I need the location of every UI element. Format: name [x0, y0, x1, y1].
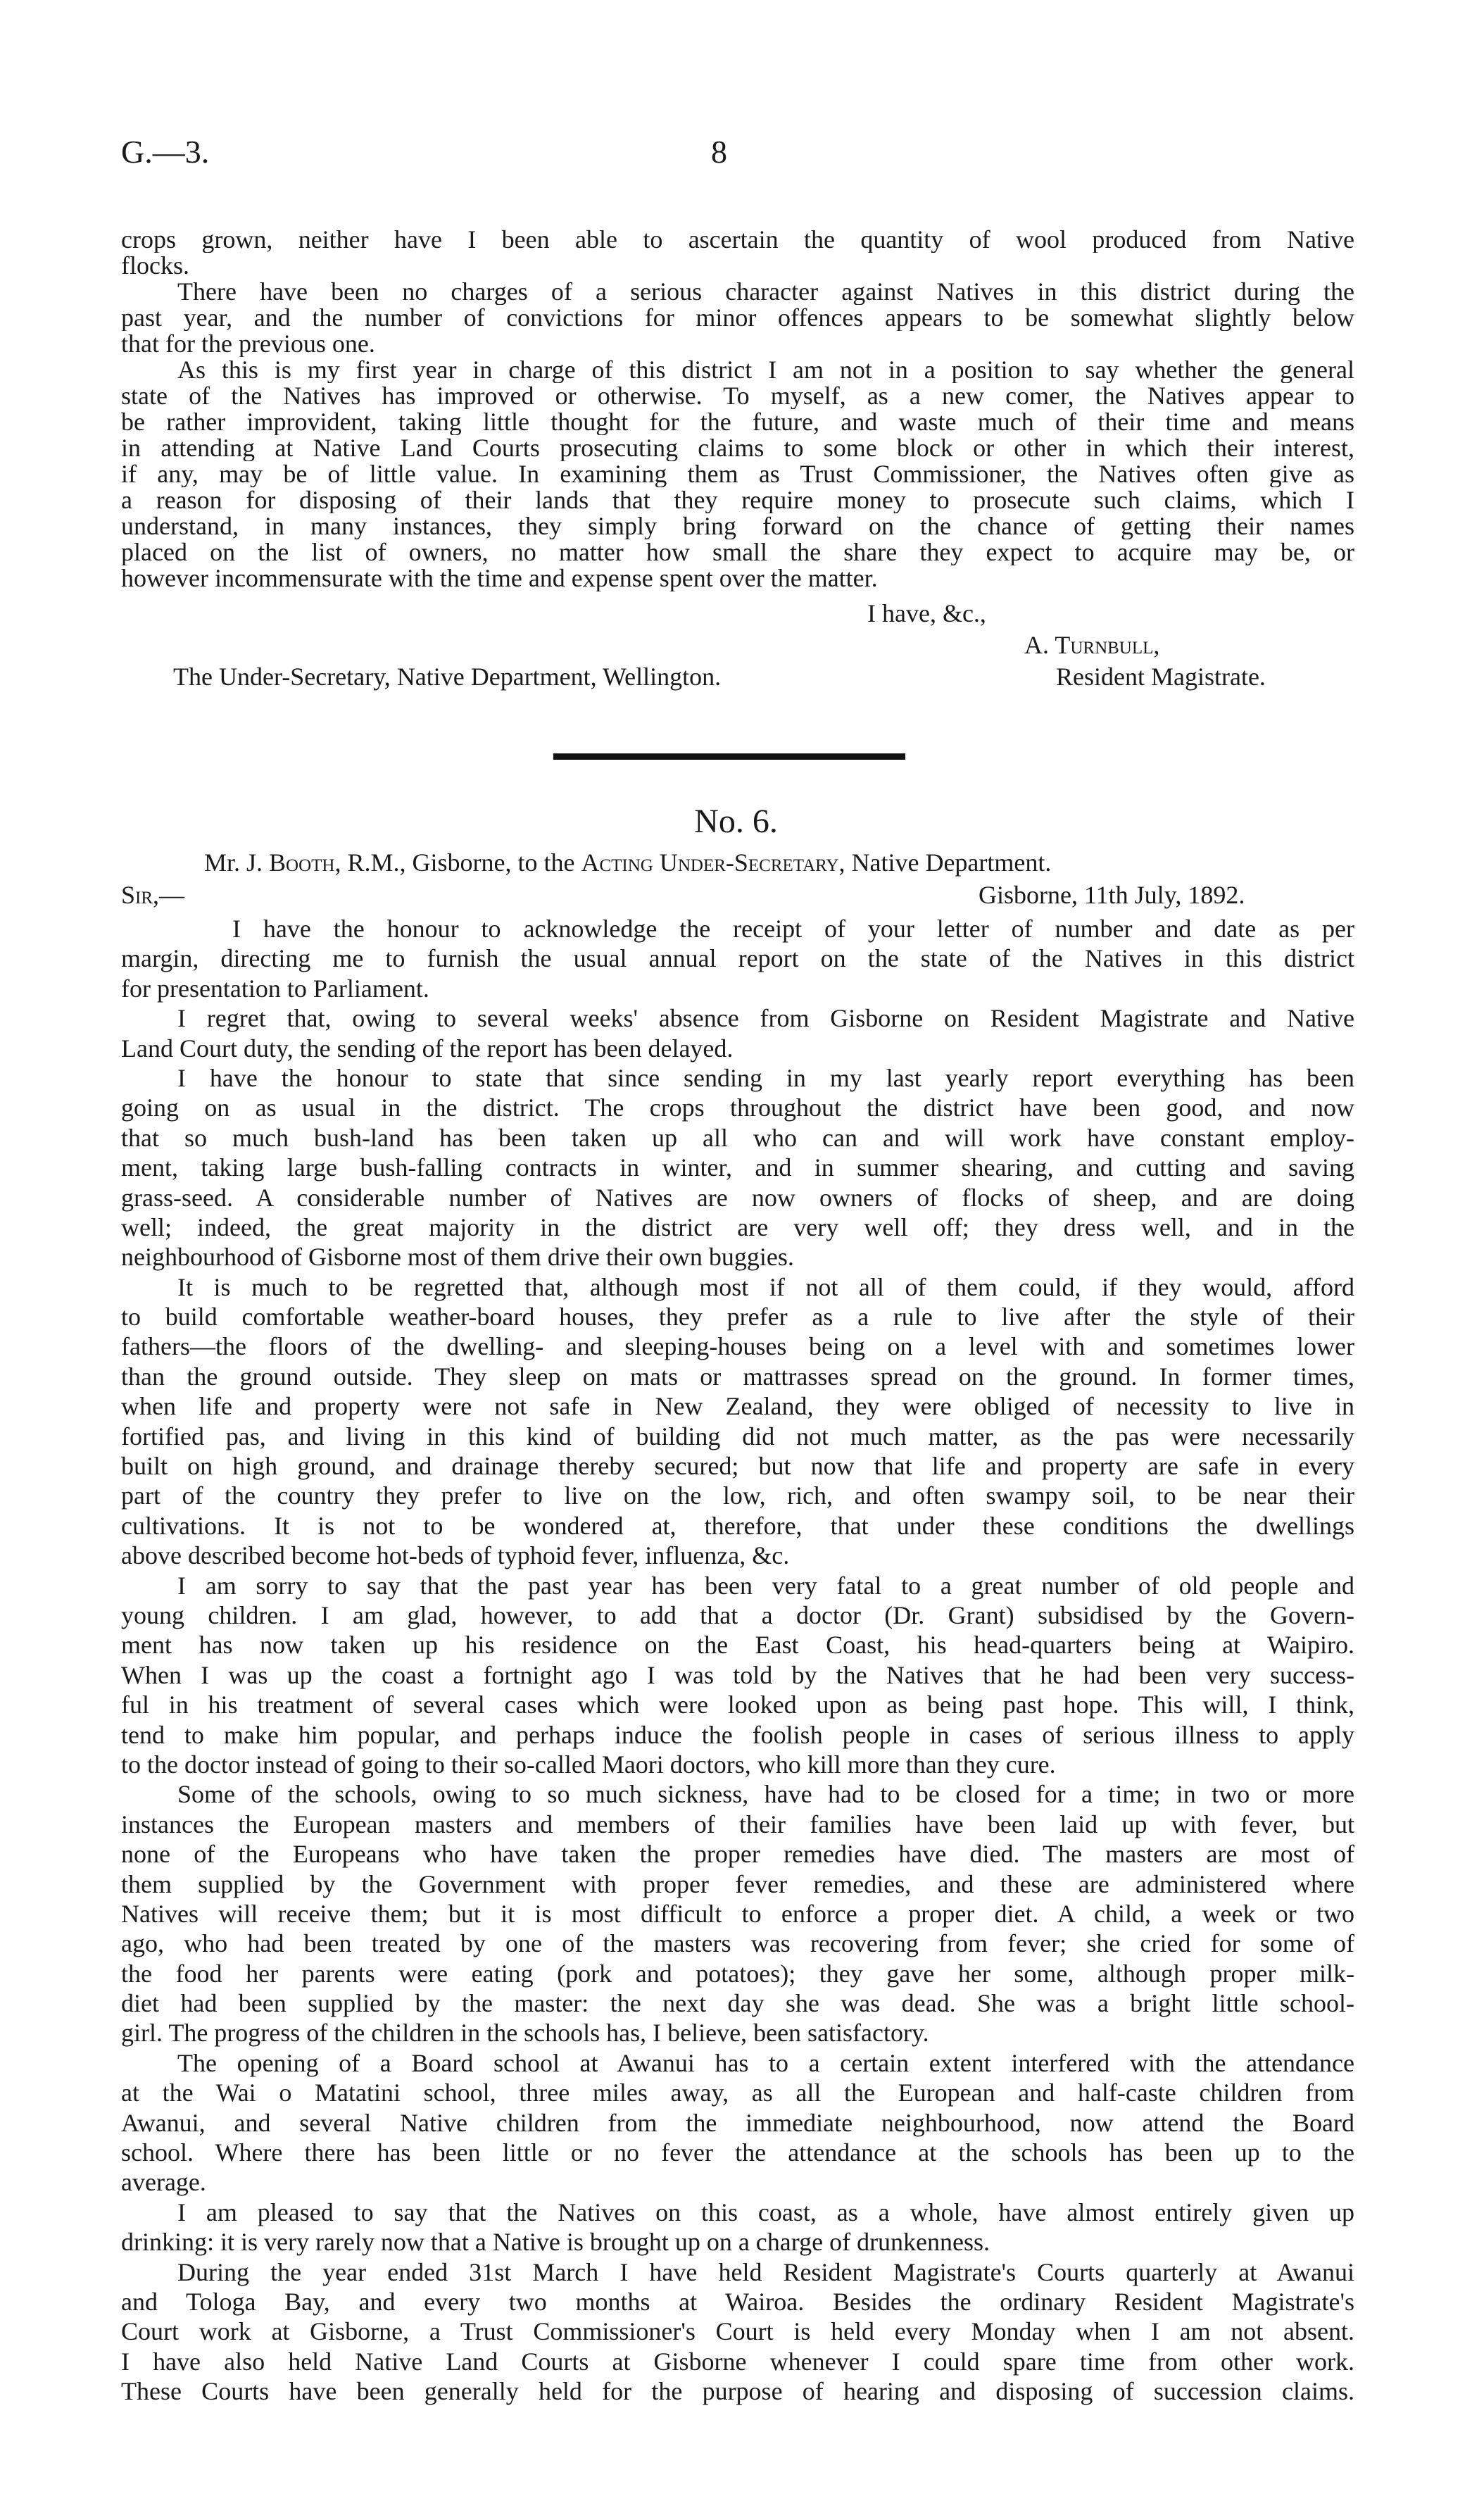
- text-line: built on high ground, and drainage thereby secured; but now that life and property are safe in every: [121, 1452, 1354, 1481]
- text-line: at the Wai o Matatini school, three miles away, as all the European and half-caste children from: [121, 2079, 1354, 2107]
- text-line: the food her parents were eating (pork and potatoes); they gave her some, although proper milk-: [121, 1959, 1354, 1988]
- text-line: Natives will receive them; but it is most difficult to enforce a proper diet. A child, a week or two: [121, 1899, 1354, 1928]
- text-line: state of the Natives has improved or otherwise. To myself, as a new comer, the Natives appear to: [121, 383, 1354, 409]
- text-line: It is much to be regretted that, although most if not all of them could, if they would, afford: [177, 1272, 1354, 1301]
- text-line: them supplied by the Government with proper fever remedies, and these are administered where: [121, 1869, 1354, 1898]
- text-line: ment, taking large bush-falling contracts in winter, and in summer shearing, and cutting and saving: [121, 1153, 1354, 1182]
- text-line: As this is my first year in charge of this district I am not in a position to say whether the general: [177, 357, 1354, 383]
- heading-part: , Native Department.: [838, 848, 1052, 877]
- text-line: young children. I am glad, however, to add that a doctor (Dr. Grant) subsidised by the Govern-: [121, 1600, 1354, 1629]
- text-line: I regret that, owing to several weeks' absence from Gisborne on Resident Magistrate and Native: [177, 1004, 1354, 1033]
- text-line: none of the Europeans who have taken the proper remedies have died. The masters are most of: [121, 1840, 1354, 1869]
- text-line: to build comfortable weather-board houses, they prefer as a rule to live after the style of their: [121, 1303, 1354, 1331]
- text-line: Some of the schools, owing to so much sickness, have had to be closed for a time; in two or more: [177, 1780, 1354, 1809]
- letter-body: [121, 914, 1354, 2407]
- heading-part: , R.M., Gisborne, to the: [334, 848, 581, 877]
- text-line: margin, directing me to furnish the usual annual report on the state of the Natives in this district: [121, 944, 1354, 973]
- text-line: above described become hot-beds of typhoid fever, influenza, &c.: [121, 1541, 790, 1570]
- text-line: During the year ended 31st March I have held Resident Magistrate's Courts quarterly at Awanui: [177, 2257, 1354, 2286]
- text-line: going on as usual in the district. The crops throughout the district have been good, and now: [121, 1093, 1354, 1122]
- recipient-title: Acting Under-Secretary: [581, 848, 839, 877]
- page-number: 8: [711, 134, 727, 170]
- text-line: past year, and the number of convictions for minor offences appears to be somewhat slightly below: [121, 305, 1354, 331]
- text-line: in attending at Native Land Courts prosecuting claims to some block or other in which their interest,: [121, 435, 1354, 461]
- text-line: ago, who had been treated by one of the masters was recovering from fever; she cried for some of: [121, 1929, 1354, 1958]
- text-line: Awanui, and several Native children from the immediate neighbourhood, now attend the Board: [121, 2108, 1354, 2137]
- text-line: Court work at Gisborne, a Trust Commissioner's Court is held every Monday when I am not absent.: [121, 2317, 1354, 2346]
- text-line: The opening of a Board school at Awanui has to a certain extent interfered with the attendance: [177, 2048, 1354, 2077]
- section-divider: [553, 753, 905, 760]
- text-line: flocks.: [121, 253, 189, 279]
- text-line: school. Where there has been little or no fever the attendance at the schools has been up to the: [121, 2138, 1354, 2167]
- text-line: however incommensurate with the time and expense spent over the matter.: [121, 565, 878, 591]
- text-line: a reason for disposing of their lands that they require money to prosecute such claims, which I: [121, 487, 1354, 513]
- text-line: Land Court duty, the sending of the report has been delayed.: [121, 1034, 734, 1062]
- text-line: well; indeed, the great majority in the district are very well off; they dress well, and in the: [121, 1212, 1354, 1241]
- text-line: average.: [121, 2168, 206, 2197]
- text-line: and Tologa Bay, and every two months at Wairoa. Besides the ordinary Resident Magistrate's: [121, 2287, 1354, 2316]
- text-line: grass-seed. A considerable number of Natives are now owners of flocks of sheep, and are doing: [121, 1183, 1354, 1212]
- heading-part: Mr. J.: [204, 848, 270, 877]
- text-line: I have the honour to state that since sending in my last yearly report everything has been: [177, 1063, 1354, 1092]
- text-line: when life and property were not safe in New Zealand, they were obliged of necessity to live in: [121, 1392, 1354, 1421]
- text-line: diet had been supplied by the master: the next day she was dead. She was a bright little school-: [121, 1989, 1354, 2018]
- signer-name: A. Turnbull,: [1024, 631, 1160, 659]
- text-line: understand, in many instances, they simply bring forward on the chance of getting their names: [121, 513, 1354, 539]
- sender-name: Booth: [269, 848, 335, 877]
- text-line: cultivations. It is not to be wondered at, therefore, that under these conditions the dwellings: [121, 1511, 1354, 1540]
- text-line: part of the country they prefer to live on the low, rich, and often swampy soil, to be near their: [121, 1481, 1354, 1510]
- text-line: girl. The progress of the children in the schools has, I believe, been satisfactory.: [121, 2019, 929, 2048]
- text-line: fortified pas, and living in this kind of building did not much matter, as the pas were necessarily: [121, 1422, 1354, 1450]
- text-line: ment has now taken up his residence on the East Coast, his head-quarters being at Waipiro.: [121, 1631, 1354, 1660]
- salutation: Sir,—: [121, 881, 185, 909]
- signer-title: Resident Magistrate.: [1056, 663, 1266, 691]
- text-line: These Courts have been generally held for the purpose of hearing and disposing of succession claims.: [121, 2377, 1354, 2406]
- text-line: ful in his treatment of several cases which were looked upon as being past hope. This will, I think,: [121, 1691, 1354, 1719]
- letter-number: No. 6.: [694, 803, 778, 840]
- closing-salutation: I have, &c.,: [867, 599, 986, 627]
- text-line: I have the honour to acknowledge the receipt of your letter of number and date as per: [232, 915, 1354, 943]
- place-date: Gisborne, 11th July, 1892.: [979, 881, 1245, 909]
- document-reference: G.—3.: [121, 134, 210, 170]
- text-line: neighbourhood of Gisborne most of them drive their own buggies.: [121, 1243, 794, 1272]
- text-line: I have also held Native Land Courts at Gisborne whenever I could spare time from other work.: [121, 2347, 1354, 2376]
- text-line: than the ground outside. They sleep on mats or mattrasses spread on the ground. In former times,: [121, 1362, 1354, 1391]
- text-line: instances the European masters and members of their families have been laid up with fever, but: [121, 1810, 1354, 1838]
- letter-continuation: [121, 227, 1354, 591]
- text-line: When I was up the coast a fortnight ago I was told by the Natives that he had been very success-: [121, 1660, 1354, 1689]
- text-line: be rather improvident, taking little thought for the future, and waste much of their time and means: [121, 409, 1354, 435]
- text-line: I am sorry to say that the past year has been very fatal to a great number of old people and: [177, 1571, 1354, 1600]
- text-line: placed on the list of owners, no matter how small the share they expect to acquire may be, or: [121, 539, 1354, 565]
- text-line: drinking: it is very rarely now that a Native is brought up on a charge of drunkenness.: [121, 2228, 990, 2257]
- text-line: fathers—the floors of the dwelling- and sleeping-houses being on a level with and sometimes lower: [121, 1332, 1354, 1361]
- recipient: The Under-Secretary, Native Department, Wellington.: [173, 663, 722, 691]
- text-line: if any, may be of little value. In examining them as Trust Commissioner, the Natives often give as: [121, 461, 1354, 487]
- text-line: for presentation to Parliament.: [121, 974, 429, 1003]
- text-line: crops grown, neither have I been able to ascertain the quantity of wool produced from Native: [121, 227, 1354, 253]
- text-line: to the doctor instead of going to their so-called Maori doctors, who kill more than they cure.: [121, 1750, 1056, 1779]
- text-line: that so much bush-land has been taken up all who can and will work have constant employ-: [121, 1123, 1354, 1152]
- letter-heading: [204, 848, 1051, 877]
- text-line: tend to make him popular, and perhaps induce the foolish people in cases of serious illness to apply: [121, 1720, 1354, 1749]
- text-line: that for the previous one.: [121, 331, 375, 357]
- text-line: There have been no charges of a serious character against Natives in this district during the: [177, 279, 1354, 305]
- text-line: I am pleased to say that the Natives on this coast, as a whole, have almost entirely given up: [177, 2198, 1354, 2226]
